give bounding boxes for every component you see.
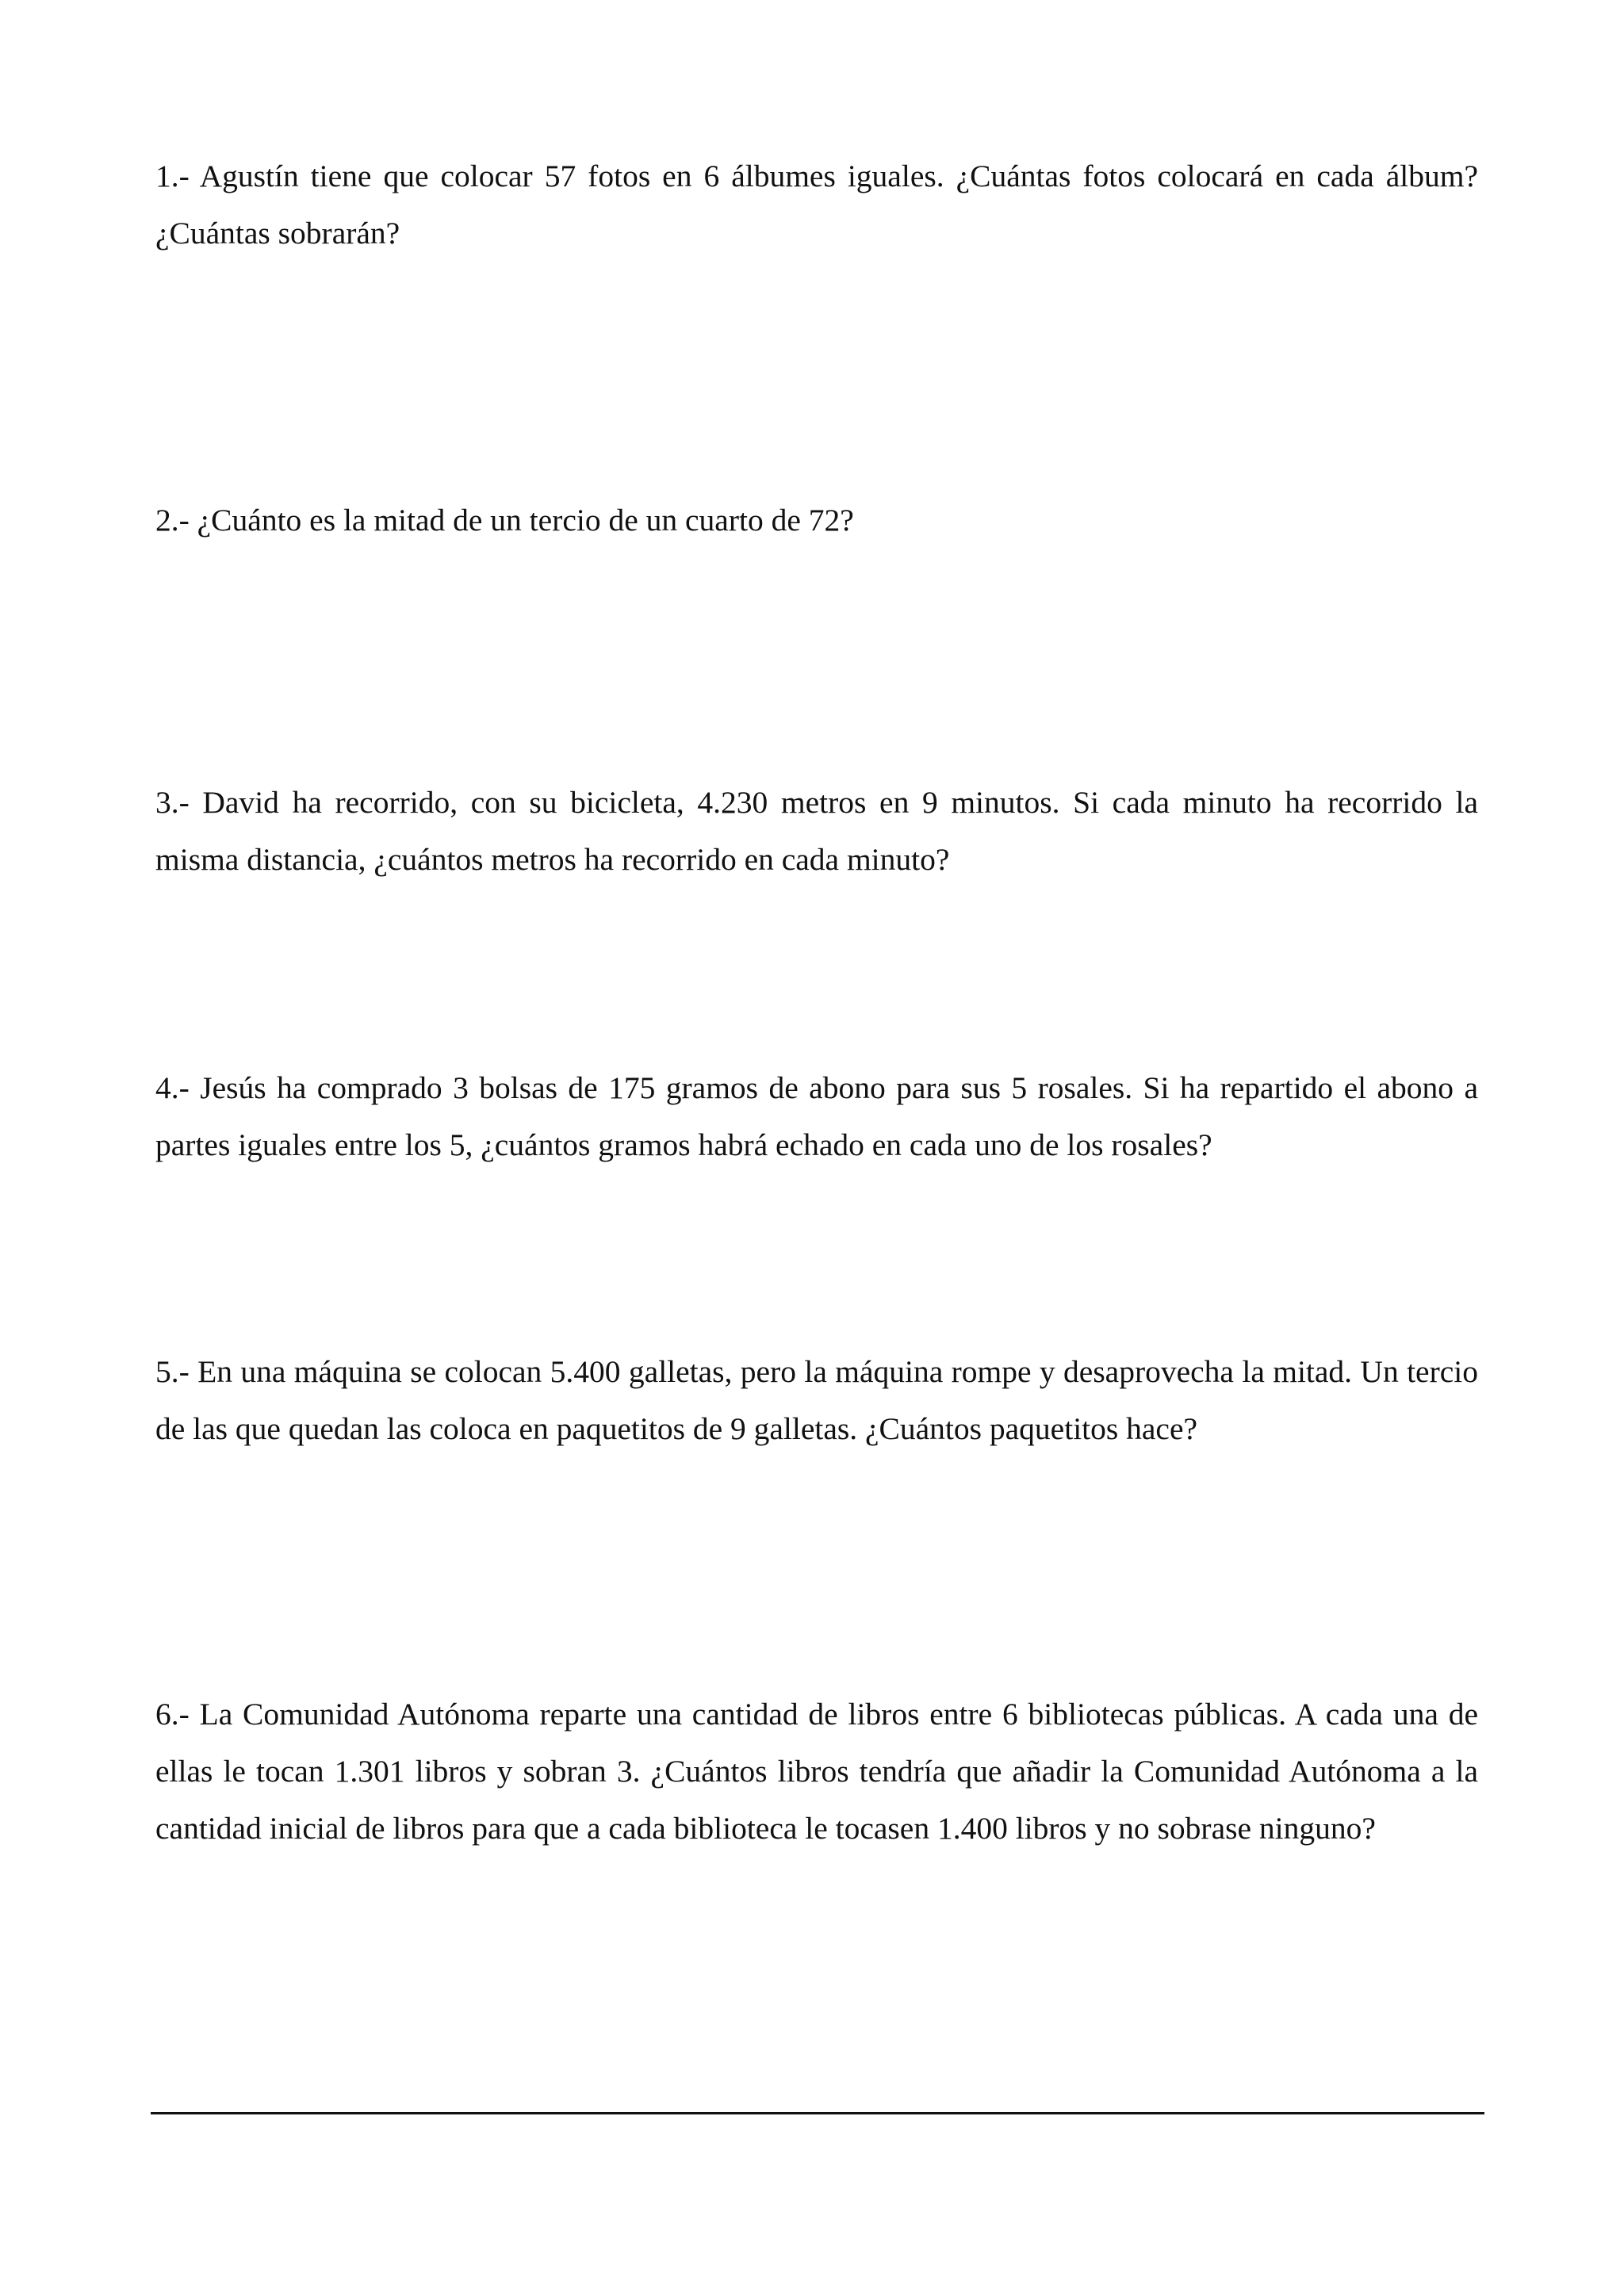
problem-4: 4.- Jesús ha comprado 3 bolsas de 175 gramos de abono para sus 5 rosales. Si ha repartido el abono a partes iguales entre los 5, ¿cuántos gramos habrá echado en cada uno de los rosales? — [155, 1070, 1478, 1162]
problem-5: 5.- En una máquina se colocan 5.400 galletas, pero la máquina rompe y desaprovecha la mitad. Un tercio de las que quedan las coloca en paquetitos de 9 galletas. ¿Cuántos paquetitos hace? — [155, 1354, 1478, 1446]
problem-1: 1.- Agustín tiene que colocar 57 fotos en 6 álbumes iguales. ¿Cuántas fotos colocará en cada álbum? ¿Cuántas sobrarán? — [155, 159, 1478, 251]
problem-2: 2.- ¿Cuánto es la mitad de un tercio de un cuarto de 72? — [155, 503, 854, 538]
footer-divider — [151, 2112, 1484, 2114]
problem-6: 6.- La Comunidad Autónoma reparte una cantidad de libros entre 6 bibliotecas públicas. A cada una de ellas le tocan 1.301 libros y sobran 3. ¿Cuántos libros tendría que añadir la Comunidad Autónoma a la cantidad inicial de libros para que a cada biblioteca le tocasen 1.400 libros y no sobrase ninguno? — [155, 1697, 1478, 1846]
problem-3: 3.- David ha recorrido, con su bicicleta, 4.230 metros en 9 minutos. Si cada minuto ha recorrido la misma distancia, ¿cuántos metros ha recorrido en cada minuto? — [155, 785, 1478, 877]
